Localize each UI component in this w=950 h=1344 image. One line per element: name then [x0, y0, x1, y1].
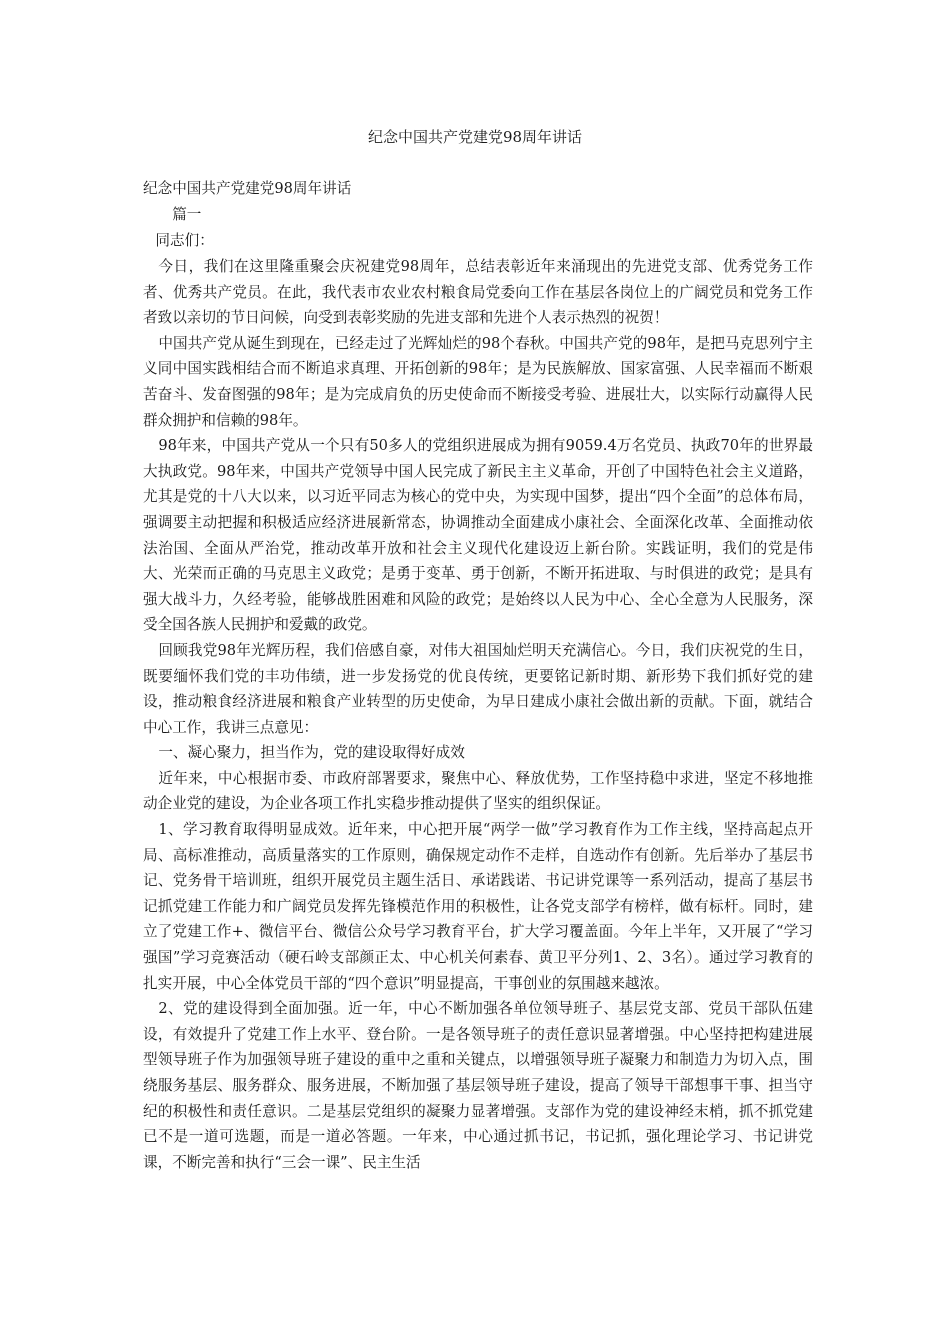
section-label: 篇一: [172, 206, 202, 223]
paragraph-section-intro: 近年来，中心根据市委、市政府部署要求，聚焦中心、释放优势，工作坚持稳中求进，坚定不移地推动企业党的建设，为企业各项工作扎实稳步推动提供了坚实的组织保证。: [143, 769, 813, 813]
paragraph-review: 回顾我党98年光辉历程，我们倍感自豪，对伟大祖国灿烂明天充满信心。今日，我们庆祝党的生日，既要缅怀我们党的丰功伟绩，进一步发扬党的优良传统，更要铭记新时期、新形势下我们抓好党的建设，推动粮食经济进展和粮食产业转型的历史使命，为早日建成小康社会做出新的贡献。下面，就结合中心工作，我讲三点意见：: [143, 641, 813, 736]
paragraph-opening: 今日，我们在这里隆重聚会庆祝建党98周年，总结表彰近年来涌现出的先进党支部、优秀党务工作者、优秀共产党员。在此，我代表市农业农村粮食局党委向工作在基层各岗位上的广阔党员和党务工作者致以亲切的节日问候，向受到表彰奖励的先进支部和先进个人表示热烈的祝贺！: [143, 258, 813, 327]
salutation: 同志们：: [155, 232, 214, 249]
paragraph-point-2: 2、党的建设得到全面加强。近一年，中心不断加强各单位领导班子、基层党支部、党员干部队伍建设，有效提升了党建工作上水平、登台阶。一是各领导班子的责任意识显著增强。中心坚持把构建进展型领导班子作为加强领导班子建设的重中之重和关键点，以增强领导班子凝聚力和制造力为切入点，围绕服务基层、服务群众、服务进展，不断加强了基层领导班子建设，提高了领导干部想事干事、担当守纪的积极性和责任意识。二是基层党组织的凝聚力显著增强。支部作为党的建设神经末梢，抓不抓党建已不是一道可选题，而是一道必答题。一年来，中心通过抓书记，书记抓，强化理论学习、书记讲党课，不断完善和执行“三会一课”、民主生活: [143, 1000, 813, 1171]
paragraph-history: 中国共产党从诞生到现在，已经走过了光辉灿烂的98个春秋。中国共产党的98年，是把马克思列宁主义同中国实践相结合而不断追求真理、开拓创新的98年；是为民族解放、国家富强、人民幸福而不断艰苦奋斗、发奋图强的98年；是为完成肩负的历史使命而不断接受考验、进展壮大，以实际行动赢得人民群众拥护和信赖的98年。: [143, 334, 813, 429]
paragraph-achievements: 98年来，中国共产党从一个只有50多人的党组织进展成为拥有9059.4万名党员、执政70年的世界最大执政党。98年来，中国共产党领导中国人民完成了新民主主义革命，开创了中国特色社会主义道路，尤其是党的十八大以来，以习近平同志为核心的党中央，为实现中国梦，提出“四个全面”的总体布局，强调要主动把握和积极适应经济进展新常态，协调推动全面建成小康社会、全面深化改革、全面推动依法治国、全面从严治党，推动改革开放和社会主义现代化建设迈上新台阶。实践证明，我们的党是伟大、光荣而正确的马克思主义政党；是勇于变革、勇于创新，不断开拓进取、与时俱进的政党；是具有强大战斗力，久经考验，能够战胜困难和风险的政党；是始终以人民为中心、全心全意为人民服务，深受全国各族人民拥护和爱戴的政党。: [143, 437, 813, 634]
document-subtitle: 纪念中国共产党建党98周年讲话: [143, 180, 352, 197]
document-title: 纪念中国共产党建党98周年讲话: [367, 128, 583, 146]
document-body: [143, 176, 813, 1175]
section-heading-1: 一、凝心聚力，担当作为，党的建设取得好成效: [158, 744, 465, 762]
paragraph-point-1: 1、学习教育取得明显成效。近年来，中心把开展“两学一做”学习教育作为工作主线，坚持高起点开局、高标准推动，高质量落实的工作原则，确保规定动作不走样，自选动作有创新。先后举办了基层书记、党务骨干培训班，组织开展党员主题生活日、承诺践诺、书记讲党课等一系列活动，提高了基层书记抓党建工作能力和广阔党员发挥先锋模范作用的积极性，让各党支部学有榜样，做有标杆。同时，建立了党建工作+、微信平台、微信公众号学习教育平台，扩大学习覆盖面。今年上半年，又开展了“学习强国”学习竞赛活动（硬石岭支部颜正太、中心机关何素春、黄卫平分列1、2、3名）。通过学习教育的扎实开展，中心全体党员干部的“四个意识”明显提高，干事创业的氛围越来越浓。: [143, 821, 813, 992]
